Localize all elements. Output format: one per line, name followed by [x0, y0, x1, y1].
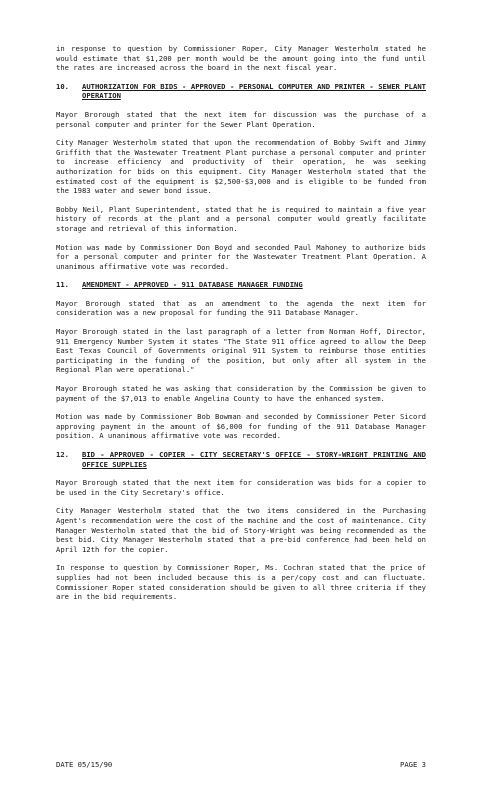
section-10-paragraph-2: City Manager Westerholm stated that upon the recommendation of Bobby Swift and Jimmy Griffith that the Wastewater Treatment Plant purchase a personal computer and printer to increase efficiency and productivity of their operation, he was seeking authorization for bids on this equipment. City Manager Westerholm stated that the estimated cost of the equipment is $2,500-$3,000 and is eligible to be funded from the 1983 water and sewer bond issue. [56, 138, 426, 196]
section-10-paragraph-4: Motion was made by Commissioner Don Boyd and seconded Paul Mahoney to authorize bids for a personal computer and printer for the Wastewater Treatment Plant Operation. A unanimous affirmative vote was recorded. [56, 242, 426, 271]
section-10-heading [56, 82, 426, 101]
section-12-heading [56, 450, 426, 469]
section-title: AUTHORIZATION FOR BIDS - APPROVED - PERSONAL COMPUTER AND PRINTER - SEWER PLANT OPERATION [82, 81, 426, 101]
section-11-paragraph-4: Motion was made by Commissioner Bob Bowman and seconded by Commissioner Peter Sicord approving payment in the amount of $6,000 for funding of the 911 Database Manager position. A unanimous affirmative vote was recorded. [56, 412, 426, 441]
section-title: AMENDMENT - APPROVED - 911 DATABASE MANAGER FUNDING [82, 280, 303, 290]
intro-paragraph: in response to question by Commissioner Roper, City Manager Westerholm stated he would estimate that $1,200 per month would be the amount going into the fund until the rates are increased across the board in the next fiscal year. [56, 44, 426, 73]
section-number: 12. [56, 450, 69, 459]
footer-page-number: PAGE 3 [400, 760, 426, 769]
section-12-paragraph-1: Mayor Brorough stated that the next item for consideration was bids for a copier to be used in the City Secretary's office. [56, 478, 426, 497]
minutes-page [56, 44, 426, 611]
section-10-paragraph-3: Bobby Neil, Plant Superintendent, stated that he is required to maintain a five year history of records at the plant and a personal computer would greatly facilitate storage and retrieval of this information. [56, 204, 426, 233]
section-11-paragraph-3: Mayor Brorough stated he was asking that consideration by the Commission be given to payment of the $7,013 to enable Angelina County to have the enhanced system. [56, 384, 426, 403]
section-11-paragraph-1: Mayor Brorough stated that as an amendment to the agenda the next item for consideration was a new proposal for funding the 911 Database Manager. [56, 298, 426, 318]
section-number: 10. [56, 81, 69, 91]
section-12-paragraph-2: City Manager Westerholm stated that the two items considered in the Purchasing Agent's recommendation were the cost of the machine and the cost of maintenance. City Manager Westerholm stated that the bid of Story-Wright was being recommended as the best bid. City Manager Westerholm stated that a pre-bid conference had been held on April 12th for the copier. [56, 506, 426, 554]
footer-date: DATE 05/15/90 [56, 760, 113, 769]
section-title: BID - APPROVED - COPIER - CITY SECRETARY'S OFFICE - STORY-WRIGHT PRINTING AND OFFICE SUPPLIES [82, 450, 426, 469]
section-12-paragraph-3: In response to question by Commissioner Roper, Ms. Cochran stated that the price of supplies had not been included because this is a per/copy cost and can fluctuate. Commissioner Roper stated consideration should be given to all three criteria if they are in the bid requirements. [56, 563, 426, 602]
page-footer [56, 760, 426, 769]
section-11-paragraph-2: Mayor Brorough stated in the last paragraph of a letter from Norman Hoff, Director, 911 Emergency Number System it states "The State 911 office agreed to allow the Deep East Texas Council of Governments original 911 System to reimburse those entities participating in the funding of the position, but only after all system in the Regional Plan were operational." [56, 327, 426, 375]
section-number: 11. [56, 280, 69, 290]
section-10-paragraph-1: Mayor Brorough stated that the next item for discussion was the purchase of a personal computer and printer for the Sewer Plant Operation. [56, 109, 426, 129]
section-11-heading [56, 280, 426, 290]
